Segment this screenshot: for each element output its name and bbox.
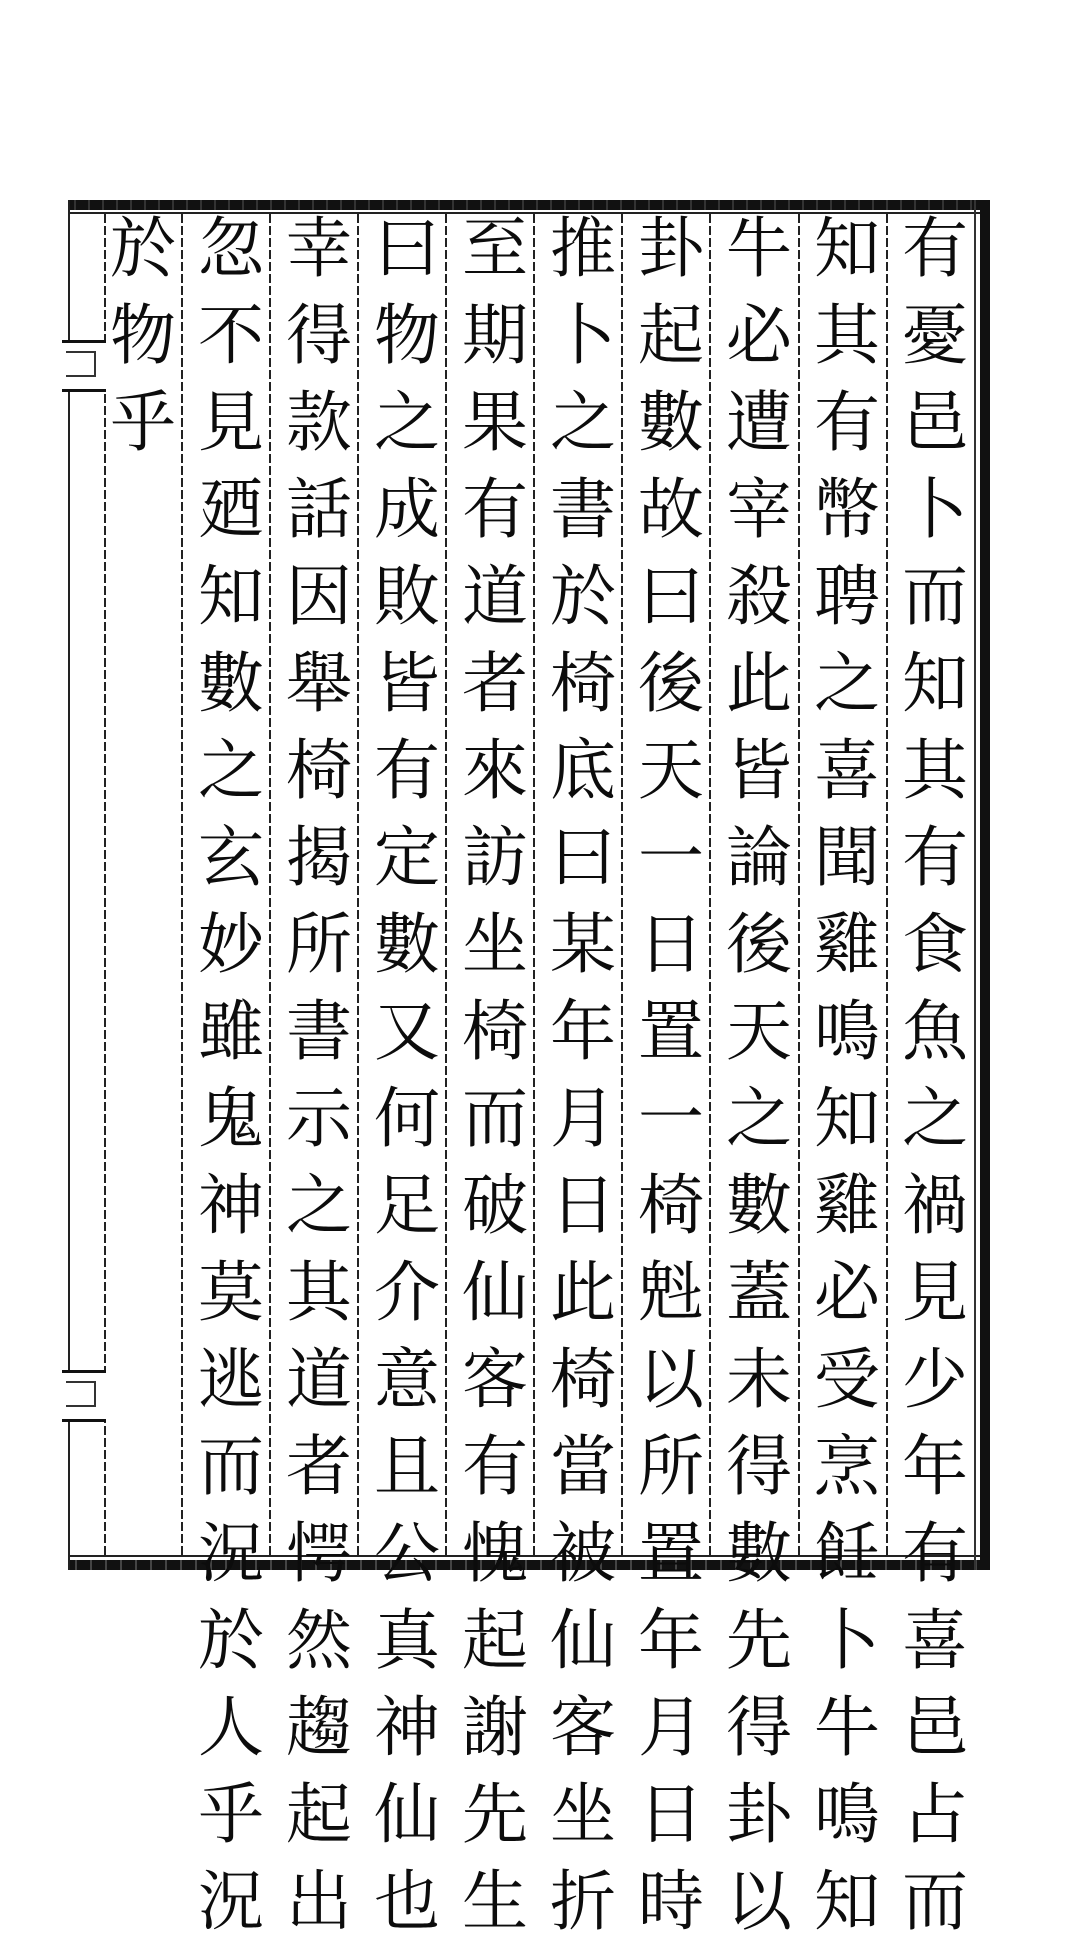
text-glyph: 幣	[814, 471, 880, 548]
text-glyph: 有	[462, 471, 528, 548]
text-glyph: 牛	[726, 210, 792, 287]
text-glyph: 所	[286, 906, 352, 983]
text-glyph: 仙	[374, 1776, 440, 1853]
text-glyph: 卦	[638, 210, 704, 287]
text-glyph: 喜	[814, 732, 880, 809]
text-glyph: 年	[638, 1602, 704, 1679]
text-column	[631, 205, 711, 1945]
text-glyph: 之	[902, 1080, 968, 1157]
text-glyph: 置	[638, 1515, 704, 1592]
text-glyph: 被	[550, 1515, 616, 1592]
text-glyph: 謝	[462, 1689, 528, 1766]
text-glyph: 飪	[814, 1515, 880, 1592]
text-glyph: 卜	[550, 297, 616, 374]
text-glyph: 知	[814, 1080, 880, 1157]
text-glyph: 皆	[726, 732, 792, 809]
text-glyph: 雞	[814, 1167, 880, 1244]
text-glyph: 當	[550, 1428, 616, 1505]
text-glyph: 莫	[198, 1254, 264, 1331]
text-glyph: 一	[638, 819, 704, 896]
text-glyph: 折	[550, 1863, 616, 1940]
text-glyph: 起	[638, 297, 704, 374]
text-glyph: 而	[902, 558, 968, 635]
text-glyph: 有	[462, 1428, 528, 1505]
text-glyph: 有	[814, 384, 880, 461]
text-glyph: 足	[374, 1167, 440, 1244]
text-glyph: 此	[726, 645, 792, 722]
text-glyph: 曰	[550, 819, 616, 896]
text-glyph: 置	[638, 993, 704, 1070]
text-column	[455, 205, 535, 1945]
text-glyph: 鳴	[814, 1776, 880, 1853]
text-glyph: 出	[286, 1863, 352, 1940]
text-glyph: 年	[902, 1428, 968, 1505]
text-glyph: 得	[726, 1689, 792, 1766]
text-column	[895, 205, 975, 1945]
text-glyph: 敗	[374, 558, 440, 635]
text-glyph: 椅	[462, 993, 528, 1070]
text-glyph: 月	[638, 1689, 704, 1766]
text-glyph: 之	[198, 732, 264, 809]
text-glyph: 愧	[462, 1515, 528, 1592]
text-glyph: 何	[374, 1080, 440, 1157]
text-glyph: 先	[462, 1776, 528, 1853]
text-glyph: 書	[550, 471, 616, 548]
text-glyph: 乎	[110, 384, 176, 461]
text-glyph: 之	[286, 1167, 352, 1244]
text-glyph: 殺	[726, 558, 792, 635]
text-glyph: 數	[726, 1515, 792, 1592]
text-glyph: 數	[726, 1167, 792, 1244]
text-glyph: 椅	[550, 645, 616, 722]
text-glyph: 後	[726, 906, 792, 983]
text-glyph: 知	[198, 558, 264, 635]
text-glyph: 而	[462, 1080, 528, 1157]
text-glyph: 喜	[902, 1602, 968, 1679]
text-glyph: 真	[374, 1602, 440, 1679]
text-glyph: 𣁽	[638, 1254, 704, 1331]
text-glyph: 知	[814, 1863, 880, 1940]
text-glyph: 道	[462, 558, 528, 635]
text-glyph: 而	[902, 1863, 968, 1940]
text-glyph: 至	[462, 210, 528, 287]
text-glyph: 仙	[550, 1602, 616, 1679]
text-column	[543, 205, 623, 1945]
text-glyph: 其	[286, 1254, 352, 1331]
text-glyph: 介	[374, 1254, 440, 1331]
text-column	[367, 205, 447, 1945]
text-glyph: 之	[550, 384, 616, 461]
text-glyph: 後	[638, 645, 704, 722]
text-glyph: 受	[814, 1341, 880, 1418]
text-glyph: 未	[726, 1341, 792, 1418]
text-glyph: 遭	[726, 384, 792, 461]
text-glyph: 時	[638, 1863, 704, 1940]
text-glyph: 聘	[814, 558, 880, 635]
text-glyph: 有	[374, 732, 440, 809]
text-glyph: 訪	[462, 819, 528, 896]
text-column	[191, 205, 271, 1945]
text-glyph: 天	[726, 993, 792, 1070]
text-glyph: 妙	[198, 906, 264, 983]
text-glyph: 舉	[286, 645, 352, 722]
text-glyph: 款	[286, 384, 352, 461]
text-glyph: 坐	[462, 906, 528, 983]
text-glyph: 雖	[198, 993, 264, 1070]
text-glyph: 占	[902, 1776, 968, 1853]
text-glyph: 必	[814, 1254, 880, 1331]
text-glyph: 且	[374, 1428, 440, 1505]
text-glyph: 又	[374, 993, 440, 1070]
frame-left-rule	[68, 200, 70, 1570]
text-glyph: 此	[550, 1254, 616, 1331]
text-glyph: 椅	[286, 732, 352, 809]
text-glyph: 以	[726, 1863, 792, 1940]
text-glyph: 客	[550, 1689, 616, 1766]
text-glyph: 示	[286, 1080, 352, 1157]
text-glyph: 見	[198, 384, 264, 461]
text-glyph: 破	[462, 1167, 528, 1244]
text-glyph: 所	[638, 1428, 704, 1505]
text-glyph: 因	[286, 558, 352, 635]
text-glyph: 廼	[198, 471, 264, 548]
text-glyph: 有	[902, 210, 968, 287]
text-glyph: 忽	[198, 210, 264, 287]
text-glyph: 者	[462, 645, 528, 722]
text-glyph: 神	[198, 1167, 264, 1244]
text-glyph: 成	[374, 471, 440, 548]
text-glyph: 而	[198, 1428, 264, 1505]
text-glyph: 某	[550, 906, 616, 983]
text-glyph: 椅	[638, 1167, 704, 1244]
text-glyph: 於	[198, 1602, 264, 1679]
text-glyph: 之	[726, 1080, 792, 1157]
text-glyph: 知	[814, 210, 880, 287]
text-glyph: 有	[902, 1515, 968, 1592]
text-glyph: 數	[198, 645, 264, 722]
text-glyph: 論	[726, 819, 792, 896]
fishtail-margin-mark	[62, 340, 106, 392]
text-glyph: 日	[638, 1776, 704, 1853]
text-glyph: 於	[110, 210, 176, 287]
text-glyph: 揭	[286, 819, 352, 896]
text-glyph: 起	[462, 1602, 528, 1679]
text-glyph: 曰	[374, 210, 440, 287]
text-glyph: 況	[198, 1515, 264, 1592]
text-glyph: 之	[814, 645, 880, 722]
text-glyph: 定	[374, 819, 440, 896]
text-glyph: 愕	[286, 1515, 352, 1592]
text-glyph: 天	[638, 732, 704, 809]
text-glyph: 蓋	[726, 1254, 792, 1331]
text-glyph: 一	[638, 1080, 704, 1157]
text-glyph: 知	[902, 645, 968, 722]
text-glyph: 先	[726, 1602, 792, 1679]
text-glyph: 人	[198, 1689, 264, 1766]
text-glyph: 起	[286, 1776, 352, 1853]
text-glyph: 烹	[814, 1428, 880, 1505]
text-glyph: 坐	[550, 1776, 616, 1853]
text-glyph: 然	[286, 1602, 352, 1679]
text-glyph: 卜	[902, 471, 968, 548]
text-glyph: 話	[286, 471, 352, 548]
text-column	[103, 205, 183, 466]
text-glyph: 來	[462, 732, 528, 809]
text-glyph: 況	[198, 1863, 264, 1940]
text-glyph: 日	[550, 1167, 616, 1244]
text-glyph: 不	[198, 297, 264, 374]
text-glyph: 乎	[198, 1776, 264, 1853]
text-glyph: 憂	[902, 297, 968, 374]
text-glyph: 也	[374, 1863, 440, 1940]
text-glyph: 曰	[638, 558, 704, 635]
text-glyph: 鬼	[198, 1080, 264, 1157]
text-glyph: 物	[374, 297, 440, 374]
text-glyph: 魚	[902, 993, 968, 1070]
text-glyph: 雞	[814, 906, 880, 983]
text-glyph: 仙	[462, 1254, 528, 1331]
text-glyph: 之	[374, 384, 440, 461]
text-glyph: 椅	[550, 1341, 616, 1418]
text-glyph: 生	[462, 1863, 528, 1940]
text-glyph: 底	[550, 732, 616, 809]
text-glyph: 邑	[902, 384, 968, 461]
text-glyph: 公	[374, 1515, 440, 1592]
text-glyph: 趨	[286, 1689, 352, 1766]
text-glyph: 者	[286, 1428, 352, 1505]
text-glyph: 卦	[726, 1776, 792, 1853]
text-glyph: 數	[638, 384, 704, 461]
fishtail-margin-mark	[62, 1370, 106, 1422]
text-glyph: 玄	[198, 819, 264, 896]
text-glyph: 年	[550, 993, 616, 1070]
text-glyph: 書	[286, 993, 352, 1070]
text-glyph: 果	[462, 384, 528, 461]
frame-right-rule	[980, 200, 990, 1570]
text-glyph: 其	[814, 297, 880, 374]
text-glyph: 幸	[286, 210, 352, 287]
text-glyph: 禍	[902, 1167, 968, 1244]
text-glyph: 逃	[198, 1341, 264, 1418]
text-glyph: 邑	[902, 1689, 968, 1766]
text-glyph: 聞	[814, 819, 880, 896]
text-glyph: 月	[550, 1080, 616, 1157]
text-glyph: 少	[902, 1341, 968, 1418]
text-glyph: 數	[374, 906, 440, 983]
text-column	[807, 205, 887, 1945]
text-glyph: 物	[110, 297, 176, 374]
text-glyph: 客	[462, 1341, 528, 1418]
text-glyph: 牛	[814, 1689, 880, 1766]
text-column	[719, 205, 799, 1945]
text-glyph: 日	[638, 906, 704, 983]
text-glyph: 卜	[814, 1602, 880, 1679]
text-glyph: 意	[374, 1341, 440, 1418]
text-glyph: 其	[902, 732, 968, 809]
text-glyph: 推	[550, 210, 616, 287]
text-glyph: 於	[550, 558, 616, 635]
text-glyph: 有	[902, 819, 968, 896]
text-glyph: 得	[726, 1428, 792, 1505]
text-glyph: 神	[374, 1689, 440, 1766]
text-glyph: 期	[462, 297, 528, 374]
text-glyph: 皆	[374, 645, 440, 722]
text-glyph: 食	[902, 906, 968, 983]
text-glyph: 得	[286, 297, 352, 374]
text-glyph: 故	[638, 471, 704, 548]
text-glyph: 見	[902, 1254, 968, 1331]
text-glyph: 以	[638, 1341, 704, 1418]
text-glyph: 鳴	[814, 993, 880, 1070]
text-column	[279, 205, 359, 1945]
text-glyph: 道	[286, 1341, 352, 1418]
text-glyph: 宰	[726, 471, 792, 548]
text-glyph: 必	[726, 297, 792, 374]
